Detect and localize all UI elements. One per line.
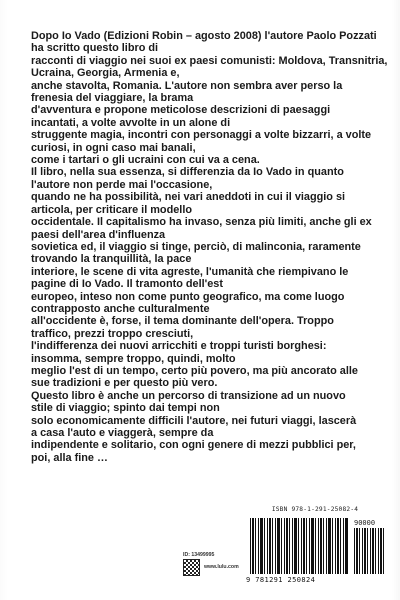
blurb-line: indipendente e solitario, con ogni genere di mezzi pubblici per, <box>31 439 356 452</box>
blurb-line: trovando la tranquillità, la pace <box>31 253 192 266</box>
blurb-line: come i tartari o gli ucraini con cui va a cena. <box>31 154 260 167</box>
blurb-line: articola, per criticare il modello <box>31 203 192 216</box>
isbn-label: ISBN 978-1-291-25082-4 <box>271 506 359 513</box>
lulu-id-text: ID: 13499995 <box>183 552 215 558</box>
blurb-line: solo economicamente difficili l'autore, nei futuri viaggi, lascerà <box>31 414 357 427</box>
lulu-identifier <box>183 548 237 578</box>
qr-code-icon <box>183 559 200 576</box>
blurb-line: curiosi, in ogni caso mai banali, <box>31 141 196 154</box>
blurb-line: stile di viaggio; spinto dai tempi non <box>31 402 220 415</box>
book-blurb <box>31 30 388 464</box>
blurb-line: interiore, le scene di vita agreste, l'umanità che riempivano le <box>31 265 349 278</box>
blurb-line: Dopo Io Vado (Edizioni Robin – agosto 2008) l'autore Paolo Pozzati <box>31 30 377 42</box>
blurb-line: frenesia del viaggiare, la brama <box>31 92 194 105</box>
blurb-line: pagine di Io Vado. Il tramonto dell'est <box>31 278 223 291</box>
blurb-line: meglio l'est di un tempo, certo più povero, ma più ancorato alle <box>31 364 358 377</box>
blurb-line: racconti di viaggio nei suoi ex paesi comunisti: Moldova, Transnitria, <box>31 54 388 67</box>
blurb-line: Questo libro è anche un percorso di transizione ad un nuovo <box>31 389 346 402</box>
blurb-line: struggente magia, incontri con personaggi a volte bizzarri, a volte <box>31 129 372 142</box>
blurb-line: ha scritto questo libro di <box>31 42 159 55</box>
blurb-line: quando ne ha possibilità, nei vari aneddoti in cui il viaggio si <box>31 191 346 204</box>
blurb-line: all'occidente è, forse, il tema dominante dell'opera. Troppo <box>31 315 334 328</box>
blurb-line: d'avventura e propone meticolose descrizioni di paesaggi <box>31 104 331 117</box>
blurb-line: Ucraina, Georgia, Armenia e, <box>31 67 180 80</box>
blurb-line: poi, alla fine … <box>31 451 108 464</box>
blurb-line: sovietica ed, il viaggio si tinge, perciò, di malinconia, raramente <box>31 240 361 253</box>
ean-barcode-bars <box>250 518 348 574</box>
isbn-barcode <box>246 506 388 590</box>
blurb-line: incantati, a volte avvolte in un alone di <box>31 116 231 129</box>
blurb-line: l'indifferenza dei nuovi arricchiti e troppi turisti borghesi: <box>31 340 327 353</box>
blurb-line: Il libro, nella sua essenza, si differenzia da Io Vado in quanto <box>31 166 344 179</box>
blurb-line: occidentale. Il capitalismo ha invaso, senza più limiti, anche gli ex <box>31 216 372 229</box>
blurb-line: paesi dell'area d'influenza <box>31 228 166 241</box>
barcode-digits: 9 781291 250824 <box>246 576 316 584</box>
blurb-line: traffico, prezzi troppo cresciuti, <box>31 327 194 340</box>
blurb-line: insomma, sempre troppo, quindi, molto <box>31 352 236 365</box>
lulu-website-text: www.lulu.com <box>204 564 239 570</box>
blurb-line: sue tradizioni e per questo più vero. <box>31 377 218 390</box>
blurb-line: a casa l'auto e viaggerà, sempre da <box>31 427 214 439</box>
blurb-line: contrapposto anche culturalmente <box>31 302 210 315</box>
price-addon-bars <box>354 528 384 574</box>
blurb-line: anche stavolta, Romania. L'autore non sembra aver perso la <box>31 79 343 92</box>
blurb-line: l'autore non perde mai l'occasione, <box>31 178 213 191</box>
blurb-line: europeo, inteso non come punto geografico, ma come luogo <box>31 290 345 303</box>
price-addon-number: 90000 <box>354 519 376 527</box>
